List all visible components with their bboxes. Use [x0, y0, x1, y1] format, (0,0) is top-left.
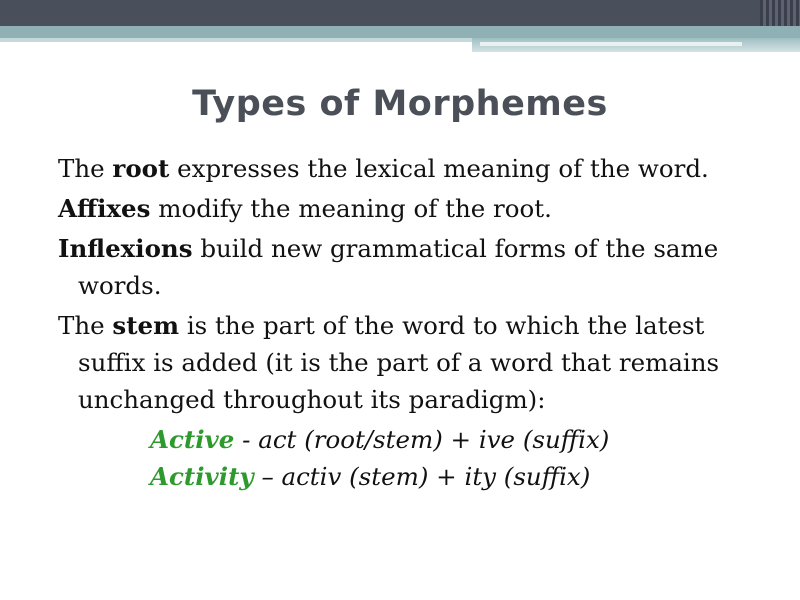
banner-accent-light	[0, 38, 472, 42]
paragraph-stem	[58, 307, 758, 418]
example-word: Active	[150, 425, 235, 454]
paragraph-text: build new grammatical forms of the same words.	[78, 234, 719, 300]
example-activity	[150, 458, 758, 495]
example-active	[150, 421, 758, 458]
slide-title: Types of Morphemes	[192, 84, 608, 124]
banner-highlight	[480, 42, 742, 46]
slide-body	[58, 150, 758, 495]
paragraph-text: modify the meaning of the root.	[150, 194, 552, 223]
paragraph-lead: The	[58, 154, 113, 183]
paragraph-text: is the part of the word to which the latest suffix is added (it is the part of a word that remains unchanged throughout its paradigm):	[78, 311, 720, 414]
term-affixes: Affixes	[58, 194, 151, 223]
paragraph-inflexions	[58, 230, 758, 304]
paragraph-lead: The	[58, 311, 113, 340]
banner-stripes	[760, 0, 800, 26]
example-breakdown: - act (root/stem) + ive (suffix)	[234, 425, 610, 454]
term-stem: stem	[112, 311, 180, 340]
paragraph-root	[58, 150, 758, 187]
term-inflexions: Inflexions	[58, 234, 193, 263]
example-word: Activity	[150, 462, 254, 491]
banner-accent	[0, 26, 800, 38]
top-banner	[0, 0, 800, 26]
paragraph-text: expresses the lexical meaning of the word.	[169, 154, 709, 183]
paragraph-affixes	[58, 190, 758, 227]
example-breakdown: – activ (stem) + ity (suffix)	[253, 462, 591, 491]
term-root: root	[112, 154, 170, 183]
